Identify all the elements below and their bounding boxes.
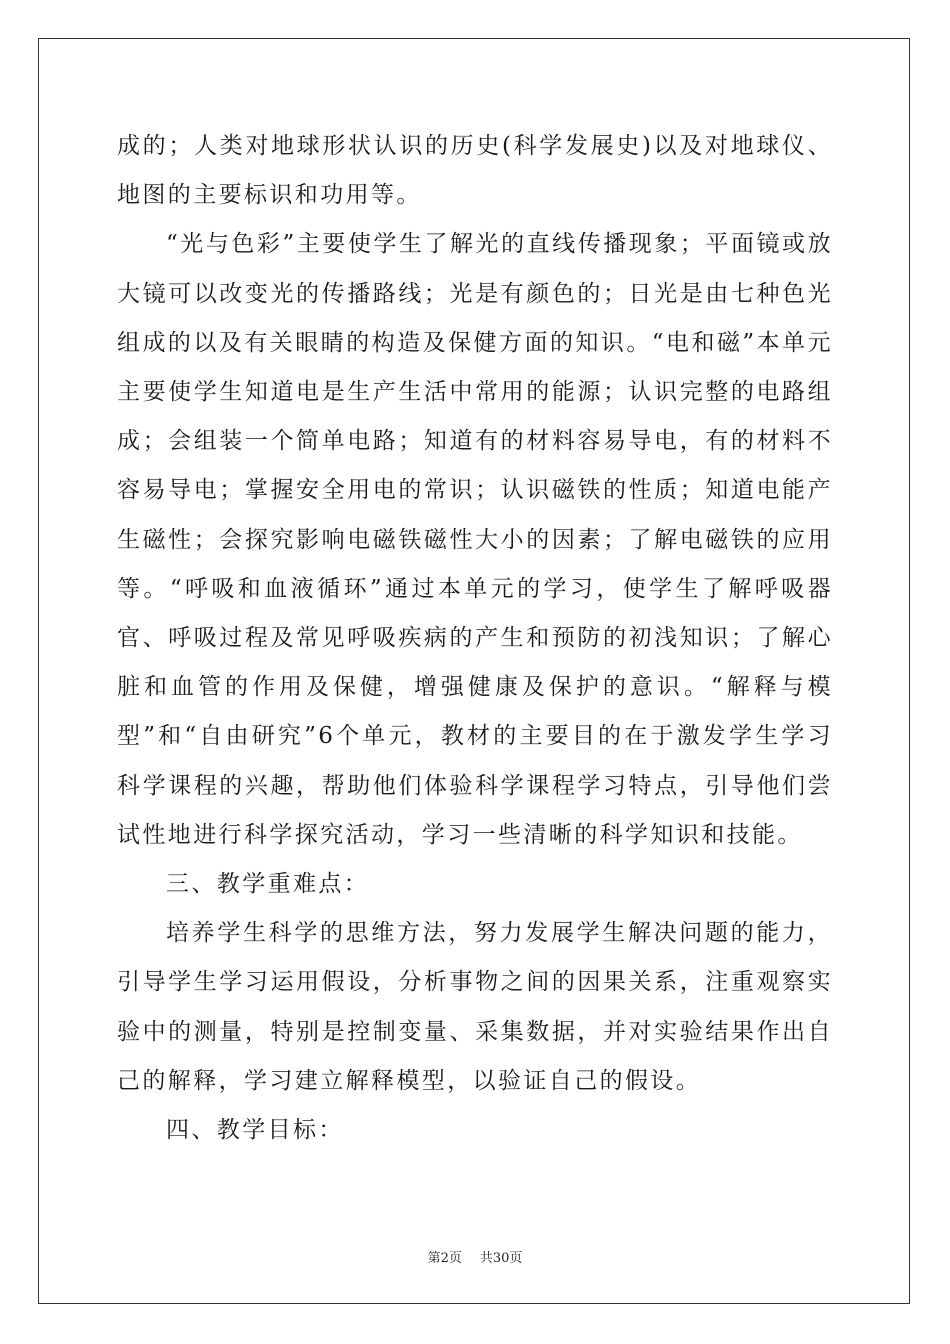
heading-key-difficulties: 三、教学重难点： [166, 871, 370, 898]
heading-teaching-goals: 四、教学目标： [166, 1117, 344, 1144]
page-number: 第2页 [427, 1251, 462, 1266]
document-body [117, 122, 833, 1155]
page-total: 共30页 [479, 1251, 523, 1266]
paragraph-unit-overview: “光与色彩”主要使学生了解光的直线传播现象；平面镜或放大镜可以改变光的传播路线；光是有颜色的；日光是由七种色光组成的以及有关眼睛的构造及保健方面的知识。“电和磁”本单元主要使学生知道电是生产生活中常用的能源；认识完整的电路组成；会组装一个简单电路；知道有的材料容易导电，有的材料不容易导电；掌握安全用电的常识；认识磁铁的性质；知道电能产生磁性；会探究影响电磁铁磁性大小的因素；了解电磁铁的应用等。“呼吸和血液循环”通过本单元的学习，使学生了解呼吸器官、呼吸过程及常见呼吸疾病的产生和预防的初浅知识；了解心脏和血管的作用及保健，增强健康及保护的意识。“解释与模型”和“自由研究”6个单元，教材的主要目的在于激发学生学习科学课程的兴趣，帮助他们体验科学课程学习特点，引导他们尝试性地进行科学探究活动，学习一些清晰的科学知识和技能。 [117, 231, 833, 848]
page-footer [0, 1247, 950, 1266]
paragraph-difficulties: 培养学生科学的思维方法，努力发展学生解决问题的能力，引导学生学习运用假设，分析事物之间的因果关系，注重观察实验中的测量，特别是控制变量、采集数据，并对实验结果作出自己的解释，学习建立解释模型，以验证自己的假设。 [117, 920, 833, 1094]
paragraph-earth-history: 成的；人类对地球形状认识的历史(科学发展史)以及对地球仪、地图的主要标识和功用等。 [117, 133, 833, 209]
